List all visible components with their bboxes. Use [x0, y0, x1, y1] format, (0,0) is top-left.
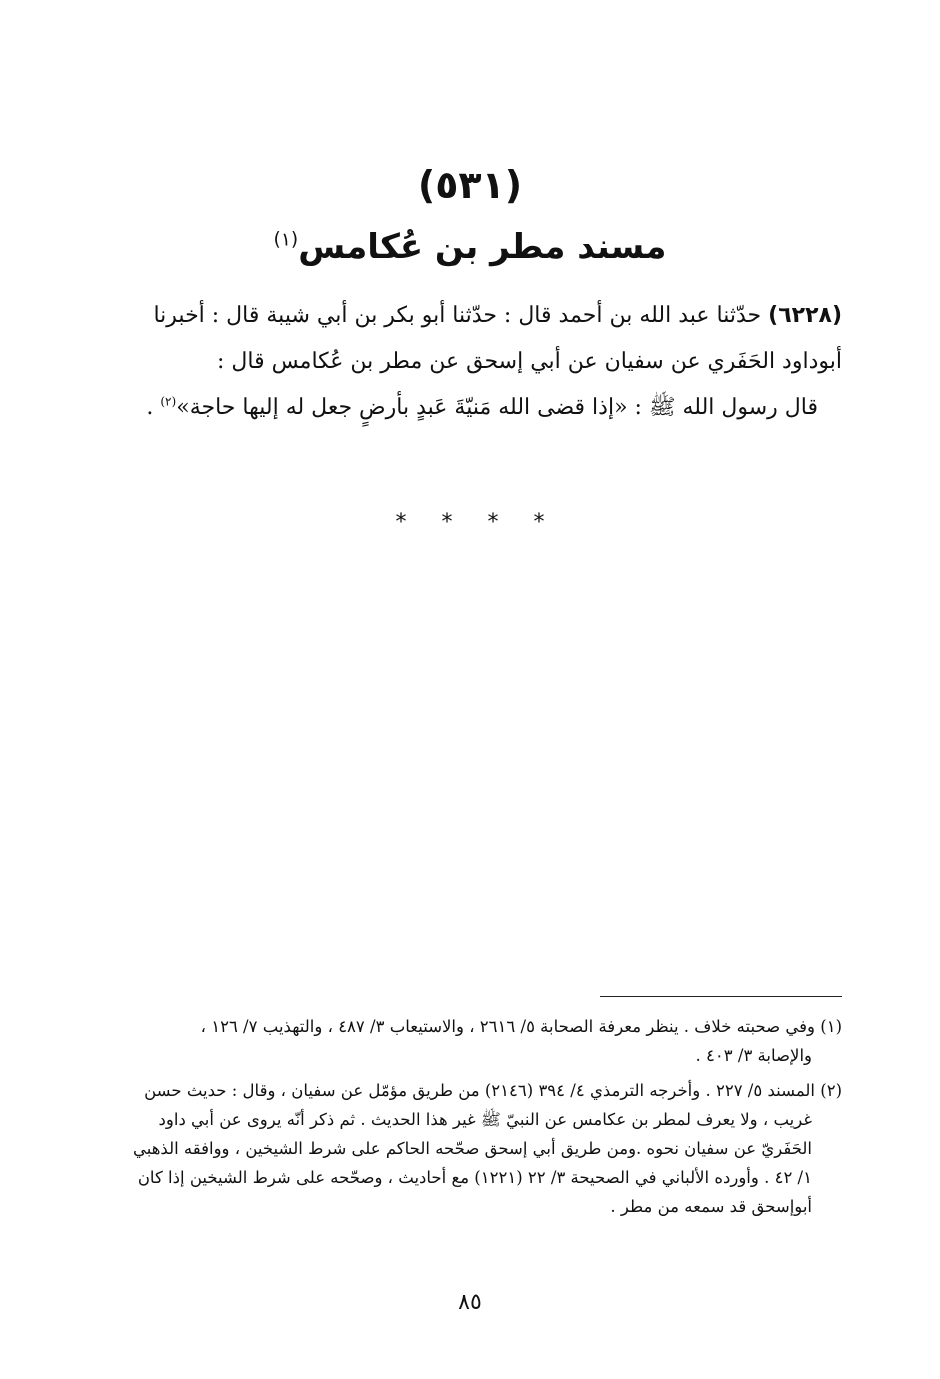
page-number: ٨٥ — [458, 1290, 482, 1315]
footnote-line: أبوإسحق قد سمعه من مطر . — [610, 1197, 812, 1216]
footnote-2 — [102, 1076, 842, 1221]
footnote-1 — [102, 1012, 842, 1070]
footnote-line: والإصابة ٣/ ٤٠٣ . — [695, 1046, 812, 1065]
footnote-ref-1[interactable]: (١) — [273, 229, 299, 251]
hadith-number: (٦٢٢٨) — [768, 303, 842, 328]
chapter-number: (٥٣١) — [417, 163, 523, 207]
footnote-line: الحَفَريّ عن سفيان نحوه .ومن طريق أبي إسحق صحّحه الحاكم على شرط الشيخين ، ووافقه الذهبي — [132, 1139, 812, 1158]
hadith-line-3 — [97, 385, 842, 431]
chapter-title-text: مسند مطر بن عُكامس — [298, 227, 667, 267]
separator-star: * — [395, 510, 407, 535]
hadith-text — [97, 293, 842, 431]
separator-star: * — [487, 510, 499, 535]
hadith-line-3-end: . — [146, 395, 161, 420]
hadith-line-1-text: حدّثنا عبد الله بن أحمد قال : حدّثنا أبو بكر بن أبي شيبة قال : أخبرنا — [153, 303, 762, 328]
hadith-line-3-text: قال رسول الله ﷺ : «إذا قضى الله مَنيّةَ عَبدٍ بأرضٍ جعل له إليها حاجة» — [176, 395, 818, 420]
chapter-title — [0, 222, 940, 272]
footnote-line: (٢) المسند ٥/ ٢٢٧ . وأخرجه الترمذي ٤/ ٣٩٤ (٢١٤٦) من طريق مؤمّل عن سفيان ، وقال : حديث حسن — [144, 1081, 842, 1100]
footnote-line: غريب ، ولا يعرف لمطر بن عكامس عن النبيّ ﷺ غير هذا الحديث . ثم ذكر أنّه يروى عن أبي داود — [158, 1110, 812, 1129]
footnote-line: ١/ ٤٢ . وأورده الألباني في الصحيحة ٣/ ٢٢ (١٢٢١) مع أحاديث ، وصحّحه على شرط الشيخين إذا كان — [137, 1168, 812, 1187]
footnotes — [102, 1012, 842, 1227]
separator-star: * — [441, 510, 453, 535]
footnote-line: (١) وفي صحبته خلاف . ينظر معرفة الصحابة ٥/ ٢٦١٦ ، والاستيعاب ٣/ ٤٨٧ ، والتهذيب ٧/ ١٢٦ ، — [200, 1017, 842, 1036]
section-separator — [0, 505, 940, 541]
separator-star: * — [533, 510, 545, 535]
footnote-divider — [600, 996, 842, 997]
hadith-line-1 — [97, 293, 842, 339]
footnote-ref-2[interactable]: (٢) — [160, 394, 177, 409]
hadith-line-2: أبوداود الحَفَري عن سفيان عن أبي إسحق عن مطر بن عُكامس قال : — [217, 349, 842, 374]
